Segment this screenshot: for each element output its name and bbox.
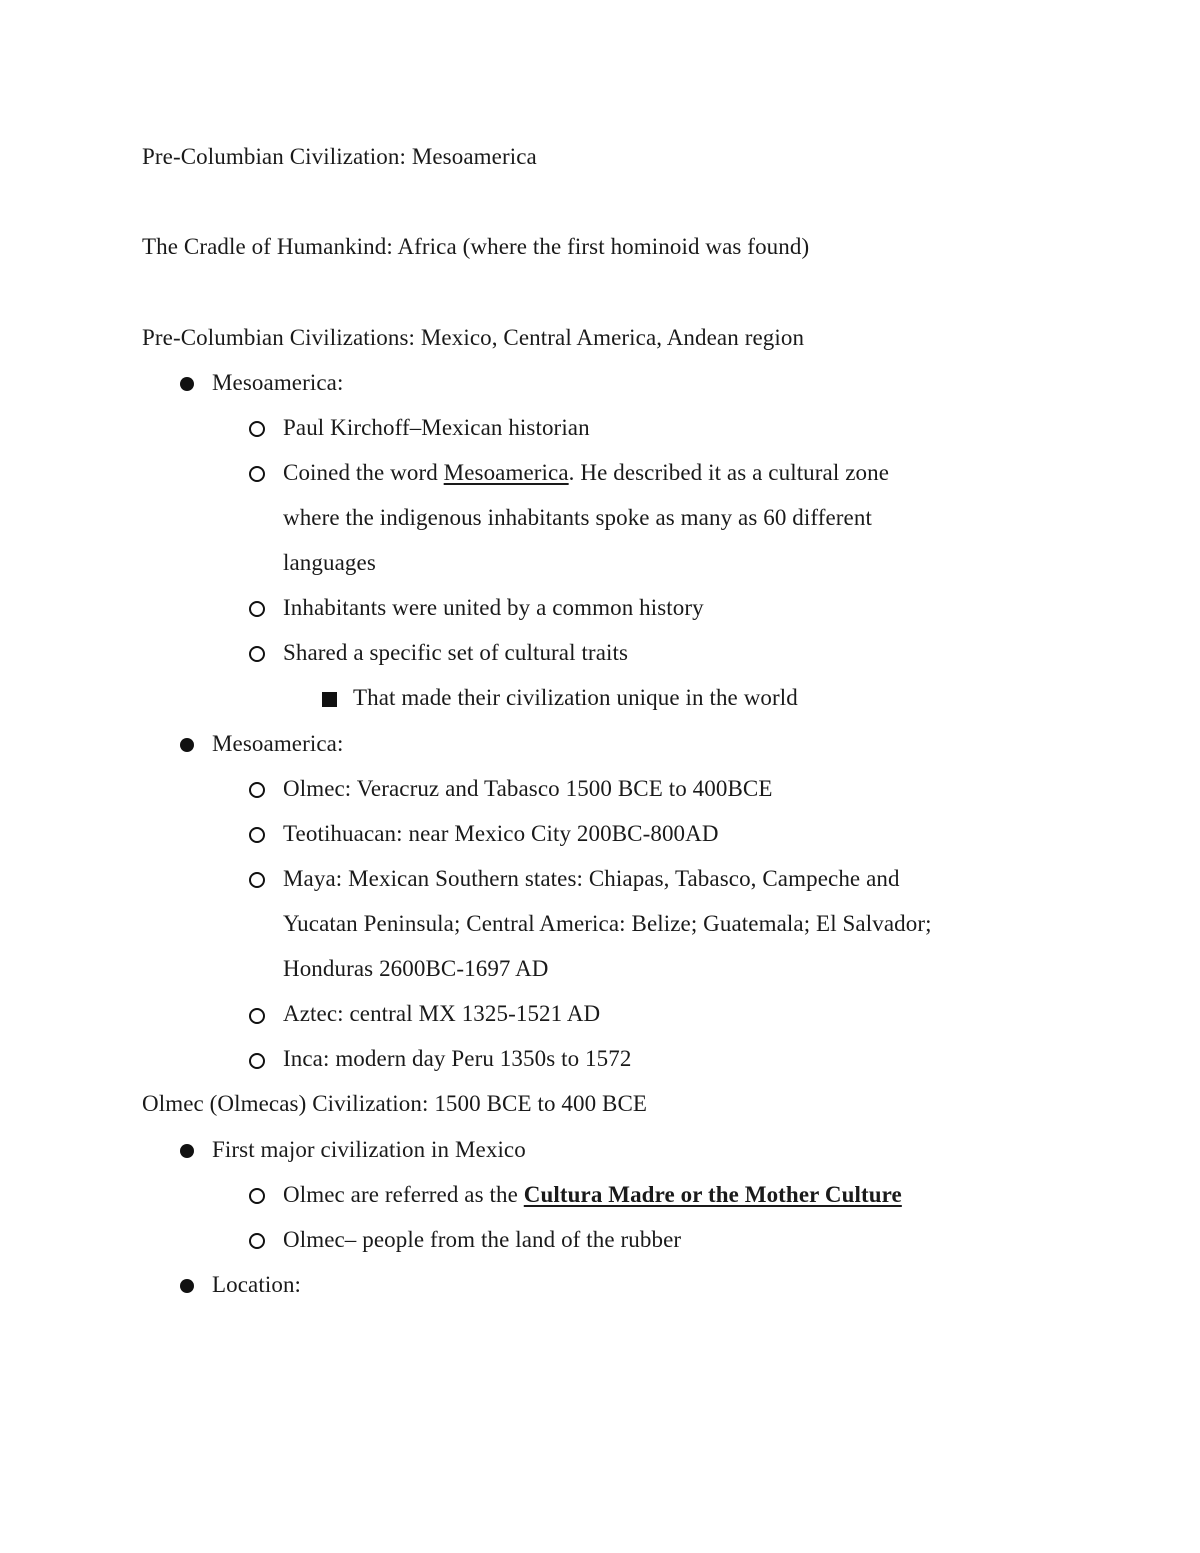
disc-bullet-icon <box>180 1144 194 1158</box>
circle-bullet-icon <box>249 601 265 617</box>
circle-bullet-icon <box>249 1008 265 1024</box>
referred-as-text: Olmec are referred as the <box>283 1182 524 1207</box>
circle-bullet-icon <box>249 466 265 482</box>
olmec-civilization-heading: Olmec (Olmecas) Civilization: 1500 BCE to 400 BCE <box>142 1091 648 1116</box>
list-item-unique-civilization: That made their civilization unique in the world <box>353 685 798 710</box>
list-item-cultural-traits: Shared a specific set of cultural traits <box>283 640 629 665</box>
list-item-coined-word <box>283 458 889 488</box>
list-item-coined-word-continued: where the indigenous inhabitants spoke as many as 60 different <box>283 505 872 530</box>
circle-bullet-icon <box>249 421 265 437</box>
mesoamerica-term: Mesoamerica <box>443 460 569 485</box>
list-item-mesoamerica-2: Mesoamerica: <box>212 731 344 756</box>
list-item-maya-end: Honduras 2600BC-1697 AD <box>283 956 549 981</box>
circle-bullet-icon <box>249 827 265 843</box>
list-item-aztec: Aztec: central MX 1325-1521 AD <box>283 1001 601 1026</box>
cradle-of-humankind-line: The Cradle of Humankind: Africa (where the first hominoid was found) <box>142 234 810 259</box>
list-item-maya: Maya: Mexican Southern states: Chiapas, Tabasco, Campeche and <box>283 866 900 891</box>
list-item-first-major-civilization: First major civilization in Mexico <box>212 1137 526 1162</box>
circle-bullet-icon <box>249 1053 265 1069</box>
list-item-mesoamerica-1: Mesoamerica: <box>212 370 344 395</box>
coined-word-text: Coined the word <box>283 460 444 485</box>
square-bullet-icon <box>322 692 337 707</box>
mother-culture-term: Cultura Madre or the Mother Culture <box>523 1182 902 1207</box>
list-item-coined-word-end: languages <box>283 550 376 575</box>
pre-columbian-civilizations-heading: Pre-Columbian Civilizations: Mexico, Central America, Andean region <box>142 325 805 350</box>
list-item-location: Location: <box>212 1272 302 1297</box>
disc-bullet-icon <box>180 1279 194 1293</box>
circle-bullet-icon <box>249 1233 265 1249</box>
list-item-mother-culture <box>283 1180 902 1210</box>
disc-bullet-icon <box>180 377 194 391</box>
list-item-inca: Inca: modern day Peru 1350s to 1572 <box>283 1046 632 1071</box>
list-item-maya-continued: Yucatan Peninsula; Central America: Belize; Guatemala; El Salvador; <box>283 911 932 936</box>
list-item-olmec: Olmec: Veracruz and Tabasco 1500 BCE to 400BCE <box>283 776 773 801</box>
disc-bullet-icon <box>180 738 194 752</box>
circle-bullet-icon <box>249 872 265 888</box>
cultural-zone-text: . He described it as a cultural zone <box>568 460 890 485</box>
list-item-common-history: Inhabitants were united by a common history <box>283 595 704 620</box>
list-item-teotihuacan: Teotihuacan: near Mexico City 200BC-800AD <box>283 821 719 846</box>
list-item-land-of-rubber: Olmec– people from the land of the rubber <box>283 1227 682 1252</box>
circle-bullet-icon <box>249 646 265 662</box>
list-item-paul-kirchoff: Paul Kirchoff–Mexican historian <box>283 415 590 440</box>
document-title: Pre-Columbian Civilization: Mesoamerica <box>142 144 537 169</box>
circle-bullet-icon <box>249 1188 265 1204</box>
circle-bullet-icon <box>249 782 265 798</box>
